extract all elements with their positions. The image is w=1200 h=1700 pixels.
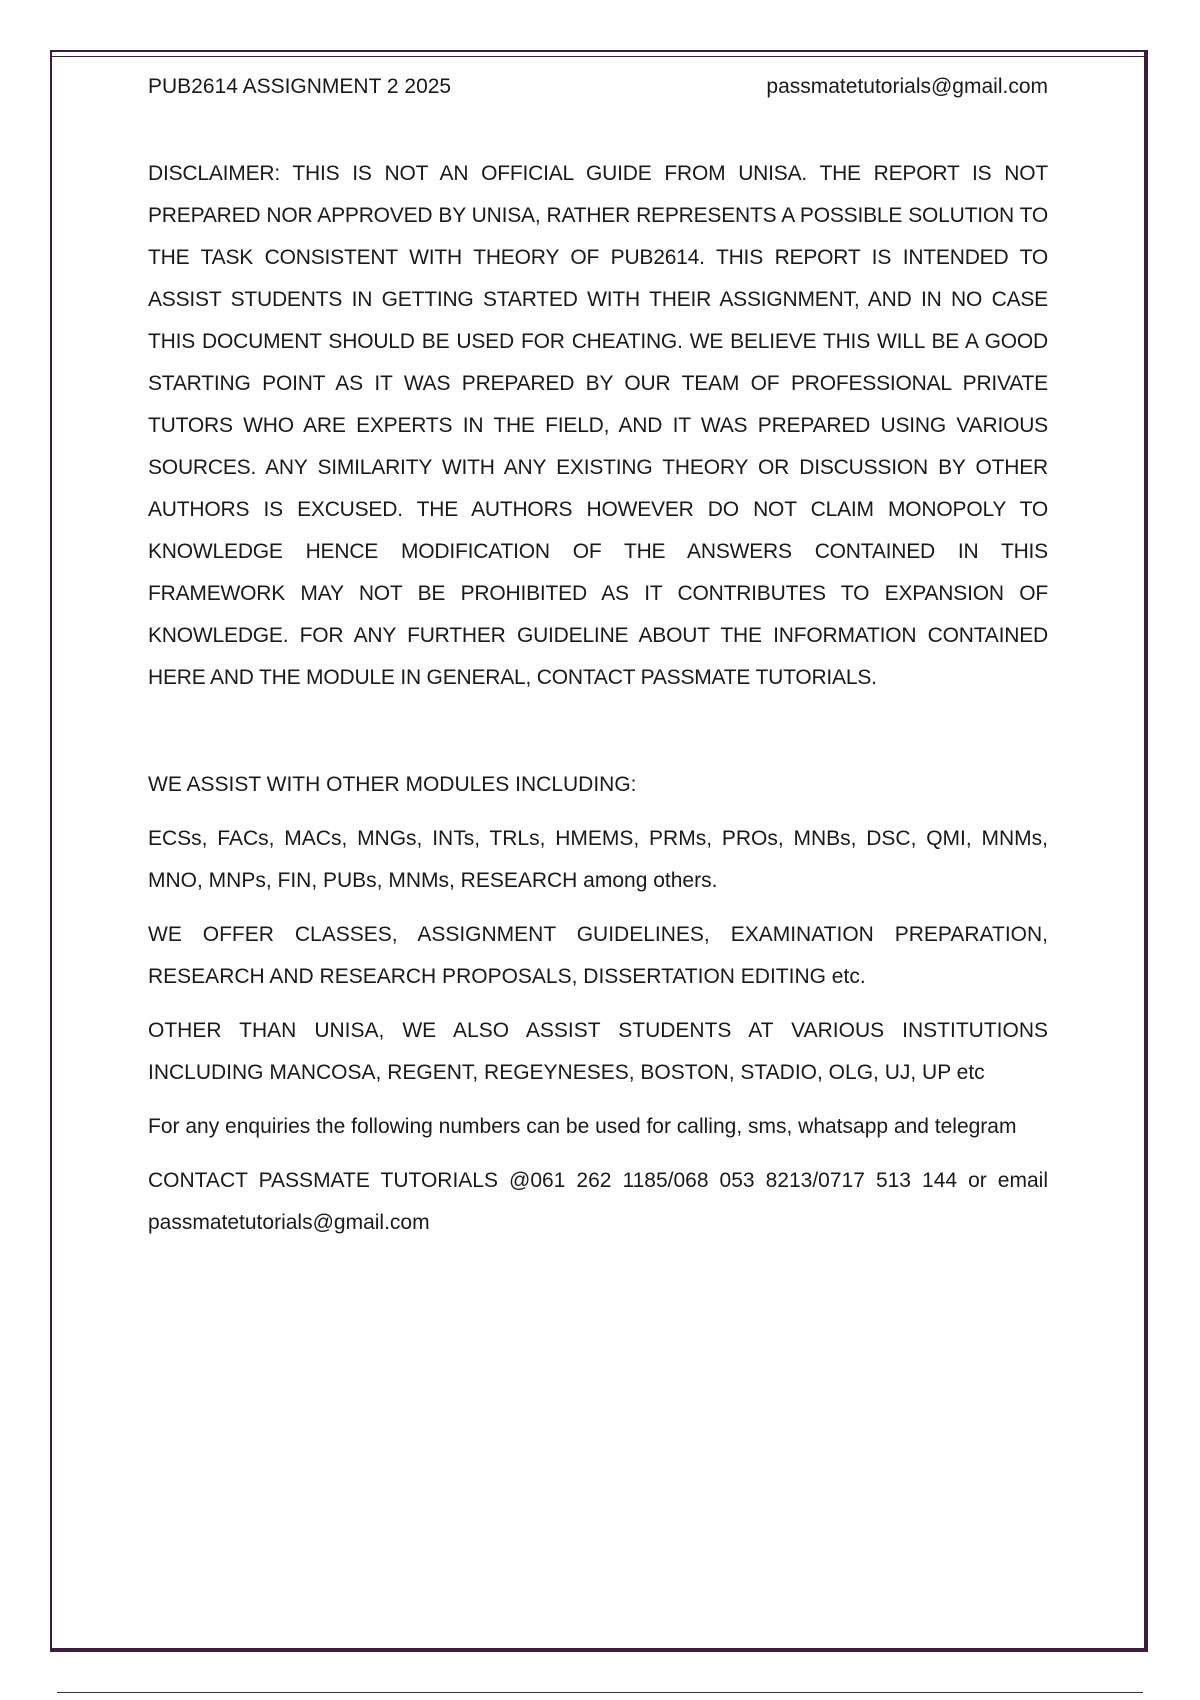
header-assignment-title: PUB2614 ASSIGNMENT 2 2025 bbox=[148, 75, 452, 98]
modules-list: ECSs, FACs, MACs, MNGs, INTs, TRLs, HMEMS, PRMs, PROs, MNBs, DSC, QMI, MNMs, MNO, MNPs, FIN, PUBs, MNMs, RESEARCH among others. bbox=[148, 827, 1048, 892]
footer-divider bbox=[57, 1692, 1143, 1693]
enquiries-paragraph: For any enquiries the following numbers can be used for calling, sms, whatsapp and telegram bbox=[148, 1115, 1017, 1138]
modules-heading: WE ASSIST WITH OTHER MODULES INCLUDING: bbox=[148, 773, 637, 796]
page-header bbox=[148, 73, 1048, 101]
services-paragraph: WE OFFER CLASSES, ASSIGNMENT GUIDELINES, EXAMINATION PREPARATION, RESEARCH AND RESEARCH PROPOSALS, DISSERTATION EDITING etc. bbox=[148, 923, 1048, 988]
page-content bbox=[148, 153, 1048, 1244]
header-email: passmatetutorials@gmail.com bbox=[766, 75, 1048, 98]
contact-paragraph: CONTACT PASSMATE TUTORIALS @061 262 1185/068 053 8213/0717 513 144 or email passmatetutorials@gmail.com bbox=[148, 1169, 1048, 1234]
institutions-paragraph: OTHER THAN UNISA, WE ALSO ASSIST STUDENTS AT VARIOUS INSTITUTIONS INCLUDING MANCOSA, REGENT, REGEYNESES, BOSTON, STADIO, OLG, UJ, UP etc bbox=[148, 1019, 1048, 1084]
disclaimer-paragraph: DISCLAIMER: THIS IS NOT AN OFFICIAL GUIDE FROM UNISA. THE REPORT IS NOT PREPARED NOR APPROVED BY UNISA, RATHER REPRESENTS A POSSIBLE SOLUTION TO THE TASK CONSISTENT WITH THEORY OF PUB2614. THIS REPORT IS INTENDED TO ASSIST STUDENTS IN GETTING STARTED WITH THEIR ASSIGNMENT, AND IN NO CASE THIS DOCUMENT SHOULD BE USED FOR CHEATING. WE BELIEVE THIS WILL BE A GOOD STARTING POINT AS IT WAS PREPARED BY OUR TEAM OF PROFESSIONAL PRIVATE TUTORS WHO ARE EXPERTS IN THE FIELD, AND IT WAS PREPARED USING VARIOUS SOURCES. ANY SIMILARITY WITH ANY EXISTING THEORY OR DISCUSSION BY OTHER AUTHORS IS EXCUSED. THE AUTHORS HOWEVER DO NOT CLAIM MONOPOLY TO KNOWLEDGE HENCE MODIFICATION OF THE ANSWERS CONTAINED IN THIS FRAMEWORK MAY NOT BE PROHIBITED AS IT CONTRIBUTES TO EXPANSION OF KNOWLEDGE. FOR ANY FURTHER GUIDELINE ABOUT THE INFORMATION CONTAINED HERE AND THE MODULE IN GENERAL, CONTACT PASSMATE TUTORIALS. bbox=[148, 162, 1048, 689]
page-border bbox=[50, 50, 1148, 1652]
